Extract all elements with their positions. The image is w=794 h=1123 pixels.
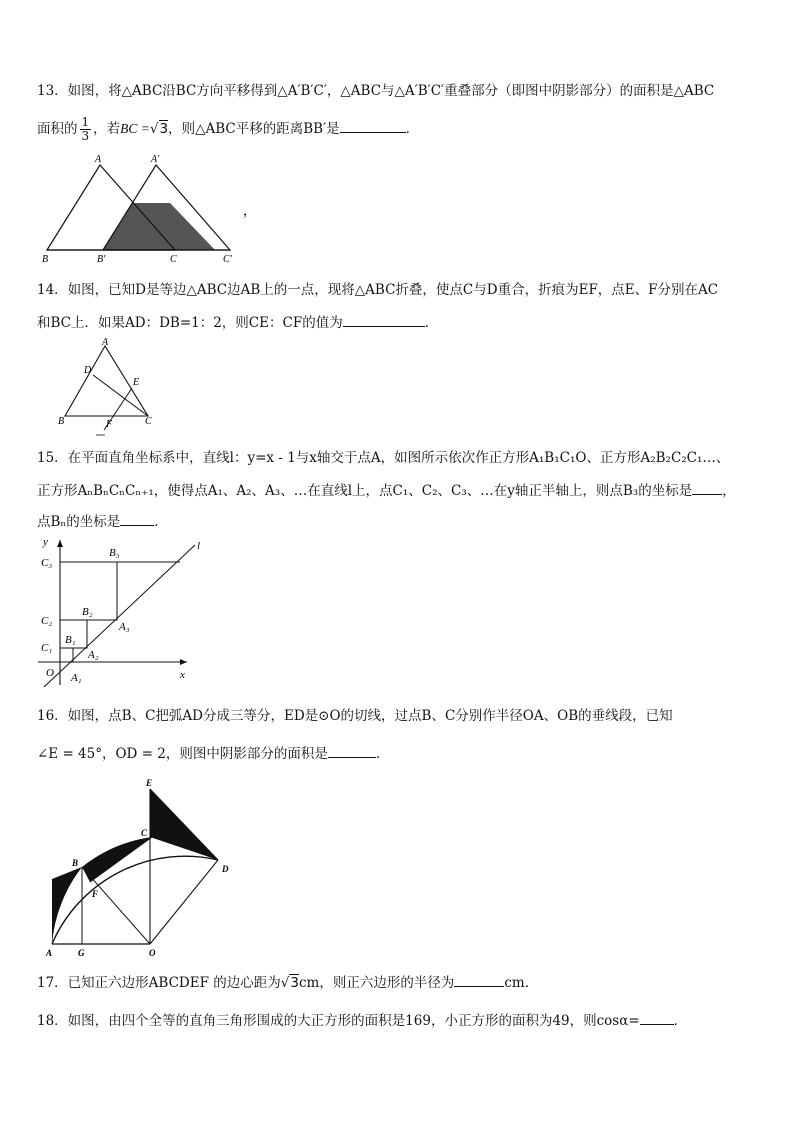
label-c3: C₃ bbox=[41, 557, 53, 569]
label-a: A bbox=[102, 337, 109, 348]
q14-figure bbox=[55, 338, 165, 438]
q13-end: ． bbox=[405, 121, 420, 137]
q18-line bbox=[37, 1010, 687, 1030]
fraction-numerator: 1 bbox=[81, 115, 90, 129]
label-b: B bbox=[58, 416, 65, 427]
q15-text-a: 正方形AₙBₙCₙCₙ₊₁，使得点A₁、A₂、A₃、…在直线l上，点C₁、C₂、C₃、…在y轴正半轴上，则点B₃的坐标是 bbox=[37, 483, 693, 499]
answer-blank[interactable] bbox=[328, 743, 376, 758]
q15-text-c: 点Bₙ的坐标是 bbox=[37, 514, 121, 530]
q17-text-c: cm. bbox=[504, 975, 529, 991]
overlap-shaded-region bbox=[103, 203, 215, 250]
label-y: y bbox=[43, 536, 48, 548]
x-axis-arrow-icon bbox=[180, 659, 187, 665]
label-b: B bbox=[42, 254, 49, 265]
answer-blank-bn[interactable] bbox=[120, 511, 154, 526]
label-c2: C₂ bbox=[41, 615, 53, 627]
q13-line1: 13．如图，将△ABC沿BC方向平移得到△A′B′C′，△ABC与△A′B′C′重叠部分（即图中阴影部分）的面积是△ABC bbox=[37, 83, 715, 99]
label-b2: B₂ bbox=[82, 606, 93, 618]
label-e: E bbox=[146, 778, 153, 788]
q18-text: 18．如图，由四个全等的直角三角形围成的大正方形的面积是169，小正方形的面积为49，则cosα= bbox=[37, 1013, 640, 1029]
answer-blank[interactable] bbox=[454, 972, 504, 987]
label-a2: A₂ bbox=[88, 649, 99, 661]
label-a1: A₁ bbox=[71, 672, 82, 684]
label-o: O bbox=[149, 948, 156, 958]
q15-line3 bbox=[37, 511, 168, 531]
label-a3: A₃ bbox=[119, 621, 130, 633]
label-x: x bbox=[180, 669, 185, 681]
q15-figure bbox=[35, 535, 210, 690]
answer-blank[interactable] bbox=[340, 118, 406, 133]
q13-line2 bbox=[37, 116, 419, 143]
label-f: F bbox=[92, 889, 99, 899]
q13-radicand: 3 bbox=[159, 121, 169, 137]
q15-text-b: ， bbox=[722, 483, 736, 499]
q14-line2 bbox=[37, 312, 438, 332]
label-o: O bbox=[46, 667, 54, 679]
sqrt-symbol: √3 bbox=[149, 121, 169, 137]
label-l: l bbox=[197, 540, 201, 552]
radius-od bbox=[150, 860, 218, 944]
answer-blank[interactable] bbox=[343, 312, 425, 327]
sqrt-symbol: √3 bbox=[280, 975, 299, 991]
q16-line2 bbox=[37, 743, 389, 763]
q17-text-a: 17．已知正六边形ABCDEF 的边心距为 bbox=[37, 975, 281, 991]
label-c: C bbox=[141, 828, 148, 838]
label-b-prime: B′ bbox=[97, 254, 106, 265]
q15-line1: 15．在平面直角坐标系中，直线l：y=x - 1与x轴交于点A，如图所示依次作正方形A₁B₁C₁O、正方形A₂B₂C₂C₁…、 bbox=[37, 450, 730, 466]
figure-comma: ， bbox=[243, 203, 257, 218]
q15-end: ． bbox=[154, 514, 168, 530]
label-b: B bbox=[72, 858, 79, 868]
label-c-prime: C′ bbox=[223, 254, 232, 265]
q14-text: 和BC上．如果AD：DB=1：2，则CE：CF的值为 bbox=[37, 315, 343, 331]
q15-line2 bbox=[37, 480, 736, 500]
answer-blank[interactable] bbox=[640, 1010, 674, 1025]
q13-text-c: ，则△ABC平移的距离BB′是 bbox=[168, 121, 340, 137]
q14-end: ． bbox=[424, 315, 439, 331]
label-d: D bbox=[84, 365, 92, 376]
q16-text-a: ∠E = 45°，OD = 2，则图中阴影部分的面积是 bbox=[37, 746, 328, 762]
fraction-denominator: 3 bbox=[81, 129, 90, 143]
q17-text-b: cm，则正六边形的半径为 bbox=[298, 975, 455, 991]
q18-end: ． bbox=[673, 1013, 688, 1029]
label-c1: C₁ bbox=[41, 642, 53, 654]
y-axis-arrow-icon bbox=[57, 540, 63, 547]
q17-line bbox=[37, 972, 529, 992]
q13-figure bbox=[40, 155, 270, 265]
answer-blank-b3[interactable] bbox=[692, 480, 722, 495]
line-l bbox=[44, 545, 195, 687]
q17-radicand: 3 bbox=[290, 975, 299, 991]
square-1 bbox=[60, 648, 73, 662]
label-f: F bbox=[106, 419, 113, 430]
label-a: A bbox=[95, 154, 102, 165]
q13-fraction bbox=[80, 116, 92, 143]
shaded-region-left bbox=[52, 867, 82, 944]
q14-line1: 14．如图，已知D是等边△ABC边AB上的一点，现将△ABC折叠，使点C与D重合，折痕为EF，点E、F分别在AC bbox=[37, 282, 719, 298]
label-c: C bbox=[170, 254, 177, 265]
q13-text-a: 面积的 bbox=[37, 121, 78, 137]
label-c: C bbox=[145, 416, 152, 427]
segment-dc bbox=[93, 375, 148, 416]
q13-bc-eq: BC = bbox=[120, 121, 150, 136]
label-b1: B₁ bbox=[65, 634, 76, 646]
q16-line1: 16．如图，点B、C把弧AD分成三等分，ED是⊙O的切线，过点B、C分别作半径OA、OB的垂线段，已知 bbox=[37, 708, 673, 724]
q16-figure bbox=[42, 776, 237, 961]
shaded-region-middle bbox=[82, 837, 152, 882]
label-b3: B₃ bbox=[109, 547, 120, 559]
radius-ob bbox=[82, 867, 150, 944]
label-g: G bbox=[78, 948, 85, 958]
label-e: E bbox=[133, 377, 140, 388]
q13-text-b: ，若 bbox=[93, 121, 121, 137]
label-a-prime: A′ bbox=[151, 154, 160, 165]
label-d: D bbox=[222, 864, 229, 874]
label-a: A bbox=[46, 948, 53, 958]
q16-end: ． bbox=[375, 746, 390, 762]
